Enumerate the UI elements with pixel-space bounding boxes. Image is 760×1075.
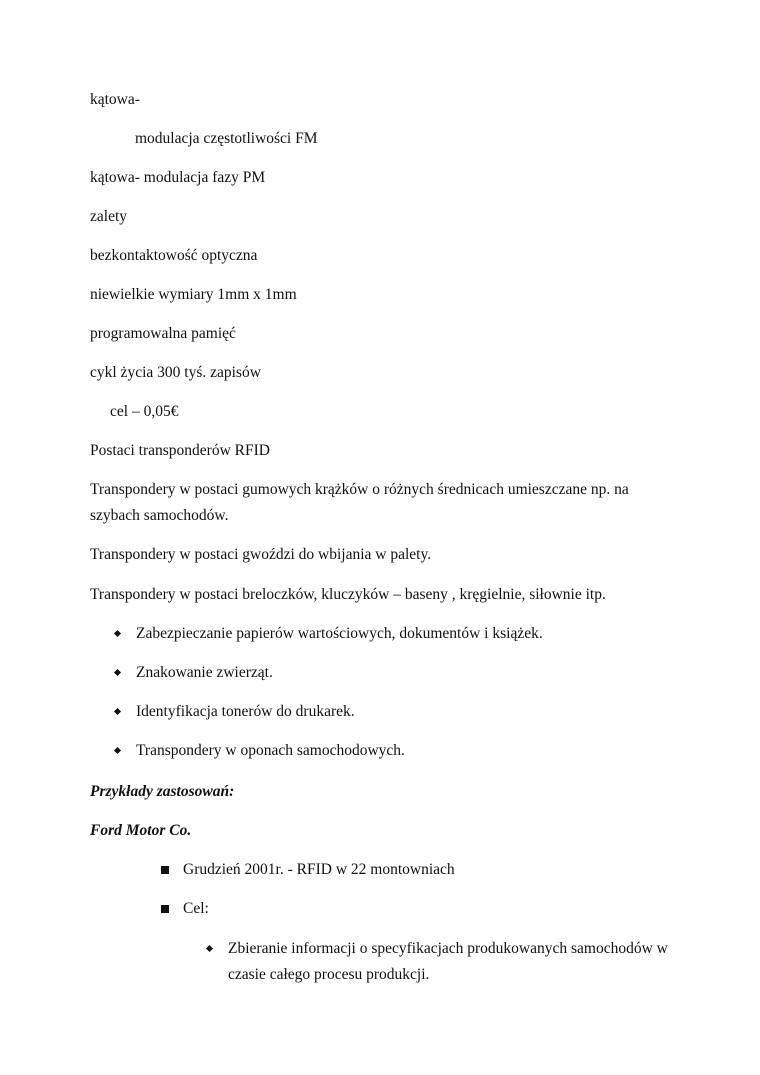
text-line: cel – 0,05€ [110,403,179,420]
text-line: kątowa- modulacja fazy PM [90,169,266,186]
list-item: Znakowanie zwierząt. [136,664,273,681]
text-line: programowalna pamięć [90,325,236,342]
list-item: Grudzień 2001r. - RFID w 22 montowniach [183,861,455,878]
text-line: cykl życia 300 tyś. zapisów [90,364,261,381]
diamond-bullet-icon [114,669,121,676]
text-line: kątowa- [90,91,140,108]
text-line: niewielkie wymiary 1mm x 1mm [90,286,297,303]
list-item: Cel: [183,900,209,917]
text-line: Transpondery w postaci gwoździ do wbijania w palety. [90,546,432,563]
text-line: modulacja częstotliwości FM [135,130,318,147]
diamond-bullet-icon [206,945,213,952]
text-line: Transpondery w postaci breloczków, kluczyków – baseny , kręgielnie, siłownie itp. [90,586,606,603]
diamond-bullet-icon [114,630,121,637]
list-item: Zabezpieczanie papierów wartościowych, dokumentów i książek. [136,625,543,642]
list-item: Identyfikacja tonerów do drukarek. [136,703,355,720]
heading-ford: Ford Motor Co. [90,822,192,839]
heading-examples: Przykłady zastosowań: [90,783,235,800]
diamond-bullet-icon [114,747,121,754]
section-title: Postaci transponderów RFID [90,442,270,459]
square-bullet-icon [161,905,169,913]
text-line: zalety [90,208,128,225]
list-item: Zbieranie informacji o specyfikacjach produkowanych samochodów w czasie całego procesu produkcji. [228,940,668,983]
paragraph: Transpondery w postaci gumowych krążków o różnych średnicach umieszczane np. na szybach samochodów. [90,481,629,524]
diamond-bullet-icon [114,708,121,715]
text-line: bezkontaktowość optyczna [90,247,258,264]
list-item: Transpondery w oponach samochodowych. [136,742,405,759]
square-bullet-icon [161,866,169,874]
